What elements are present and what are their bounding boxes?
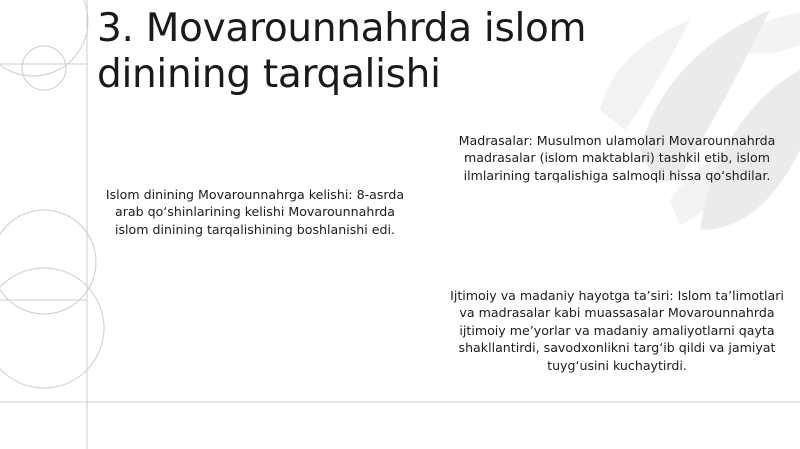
circle-top-large-icon (0, 0, 88, 76)
circle-top-small-icon (22, 46, 66, 90)
circle-bottom-icon (0, 268, 104, 388)
circle-mid-icon (0, 210, 96, 314)
paragraph-impact: Ijtimoiy va madaniy hayotga ta’siri: Islom ta’limotlari va madrasalar kabi muassasalar Movarounnahrda ijtimoiy me’yorlar va madaniy amaliyotlarni qayta shakllantirdi, savodxonlikni targ‘ib qildi va jamiyat tuyg‘usini kuchaytirdi. (450, 288, 784, 373)
paragraph-arrival: Islom dinining Movarounnahrga kelishi: 8-asrda arab qo‘shinlarining kelishi Movarounnahrda islom dinining tarqalishining boshlanishi edi. (105, 187, 405, 237)
paragraph-madrasas: Madrasalar: Musulmon ulamolari Movarounnahrda madrasalar (islom maktablari) tashkil etib, islom ilmlarining tarqalishiga salmoqli hissa qo‘shdilar. (458, 133, 776, 183)
slide-title: 3. Movarounnahrda islom dinining tarqalishi (97, 6, 587, 97)
